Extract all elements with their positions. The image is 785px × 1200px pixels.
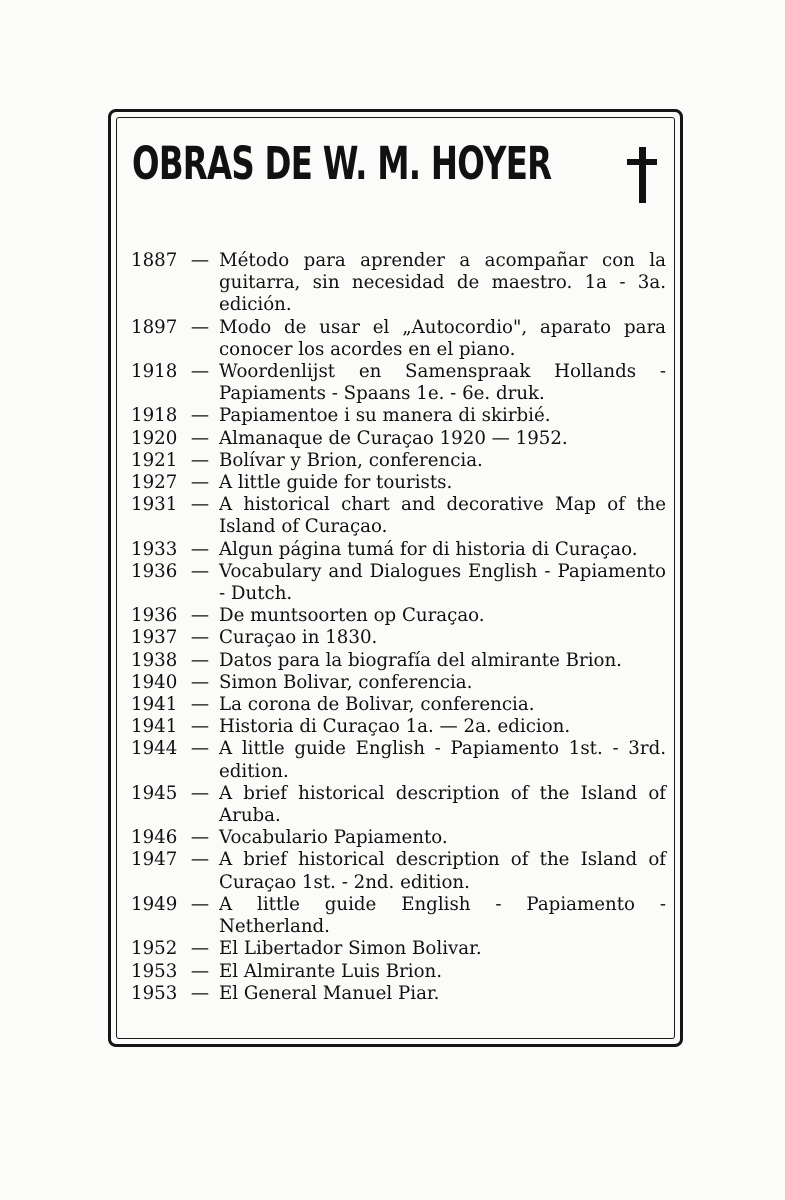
works-list [131, 250, 671, 1005]
list-item [131, 672, 671, 694]
entry-dash: — [190, 827, 210, 849]
list-item [131, 539, 671, 561]
entry-title: Método para aprender a acompañar con la guitarra, sin necesidad de maestro. 1a - 3a. edición. [219, 250, 666, 316]
entry-year: 1921 [131, 449, 178, 471]
entry-title: Papiamentoe i su manera di skirbié. [219, 405, 551, 427]
list-item [131, 849, 671, 893]
entry-dash: — [190, 405, 210, 427]
entry-year: 1949 [131, 893, 178, 915]
entry-title: Datos para la biografía del almirante Brion. [219, 649, 622, 671]
entry-year: 1918 [131, 405, 178, 427]
entry-year: 1938 [131, 649, 178, 671]
entry-title: El General Manuel Piar. [219, 982, 440, 1004]
entry-dash: — [190, 494, 210, 516]
entry-title: La corona de Bolivar, conferencia. [219, 694, 535, 716]
entry-year: 1931 [131, 494, 178, 516]
list-item [131, 938, 671, 960]
entry-title: A historical chart and decorative Map of the Island of Curaçao. [219, 494, 666, 538]
entry-dash: — [190, 605, 210, 627]
entry-title: Simon Bolivar, conferencia. [219, 671, 473, 693]
entry-dash: — [190, 671, 210, 693]
entry-year: 1941 [131, 716, 178, 738]
list-item [131, 561, 671, 605]
entry-dash: — [190, 893, 210, 915]
entry-dash: — [190, 560, 210, 582]
list-item [131, 694, 671, 716]
entry-title: A brief historical description of the Island of Curaçao 1st. - 2nd. edition. [219, 849, 666, 893]
list-item [131, 894, 671, 938]
entry-dash: — [190, 250, 210, 271]
list-item [131, 472, 671, 494]
entry-dash: — [190, 849, 210, 871]
entry-year: 1953 [131, 982, 178, 1004]
list-item [131, 961, 671, 983]
entry-year: 1944 [131, 738, 178, 760]
entry-title: Modo de usar el „Autocordio", aparato para conocer los acordes en el piano. [219, 316, 666, 360]
entry-year: 1941 [131, 694, 178, 716]
entry-year: 1947 [131, 849, 178, 871]
entry-year: 1953 [131, 960, 178, 982]
entry-title: A little guide English - Papiamento - Netherland. [219, 893, 666, 938]
entry-title: A little guide English - Papiamento 1st. - 3rd. edition. [219, 738, 666, 782]
entry-title: De muntsoorten op Curaçao. [219, 605, 485, 627]
entry-year: 1936 [131, 605, 178, 627]
list-item [131, 250, 671, 317]
entry-year: 1918 [131, 361, 178, 383]
entry-dash: — [190, 982, 210, 1004]
entry-title: Vocabulario Papiamento. [219, 827, 448, 849]
entry-year: 1937 [131, 627, 178, 649]
entry-year: 1945 [131, 782, 178, 804]
entry-year: 1897 [131, 316, 178, 338]
list-item [131, 405, 671, 427]
list-item [131, 716, 671, 738]
entry-dash: — [190, 538, 210, 560]
entry-year: 1920 [131, 427, 178, 449]
entry-dash: — [190, 427, 210, 449]
entry-year: 1927 [131, 472, 178, 494]
entry-dash: — [190, 649, 210, 671]
entry-title: Almanaque de Curaçao 1920 — 1952. [219, 427, 568, 449]
entry-title: Curaçao in 1830. [219, 627, 378, 649]
entry-dash: — [190, 716, 210, 738]
entry-year: 1887 [131, 250, 178, 271]
entry-title: Vocabulary and Dialogues English - Papiamento - Dutch. [219, 560, 666, 605]
entry-dash: — [190, 449, 210, 471]
list-item [131, 650, 671, 672]
entry-year: 1952 [131, 938, 178, 960]
list-item [131, 783, 671, 827]
entry-title: Algun página tumá for di historia di Curaçao. [219, 538, 638, 560]
entry-dash: — [190, 960, 210, 982]
entry-dash: — [190, 361, 210, 383]
entry-year: 1946 [131, 827, 178, 849]
entry-title: El Libertador Simon Bolivar. [219, 938, 482, 960]
list-item [131, 317, 671, 361]
list-item [131, 627, 671, 649]
list-item [131, 983, 671, 1005]
list-item [131, 738, 671, 782]
list-item [131, 428, 671, 450]
entry-dash: — [190, 782, 210, 804]
entry-dash: — [190, 316, 210, 338]
entry-title: A brief historical description of the Island of Aruba. [219, 782, 666, 827]
page-title: OBRAS DE W. M. HOYER [132, 137, 552, 190]
entry-year: 1940 [131, 671, 178, 693]
entry-title: Historia di Curaçao 1a. — 2a. edicion. [219, 716, 571, 738]
latin-cross-icon [624, 147, 660, 203]
entry-dash: — [190, 627, 210, 649]
entry-dash: — [190, 738, 210, 760]
list-item [131, 450, 671, 472]
list-item [131, 494, 671, 538]
entry-dash: — [190, 694, 210, 716]
entry-year: 1933 [131, 538, 178, 560]
entry-dash: — [190, 938, 210, 960]
entry-year: 1936 [131, 560, 178, 582]
entry-title: Woordenlijst en Samenspraak Hollands - Papiaments - Spaans 1e. - 6e. druk. [219, 361, 666, 405]
entry-dash: — [190, 472, 210, 494]
entry-title: El Almirante Luis Brion. [219, 960, 443, 982]
list-item [131, 827, 671, 849]
entry-title: Bolívar y Brion, conferencia. [219, 449, 483, 471]
entry-title: A little guide for tourists. [219, 472, 453, 494]
list-item [131, 361, 671, 405]
list-item [131, 605, 671, 627]
